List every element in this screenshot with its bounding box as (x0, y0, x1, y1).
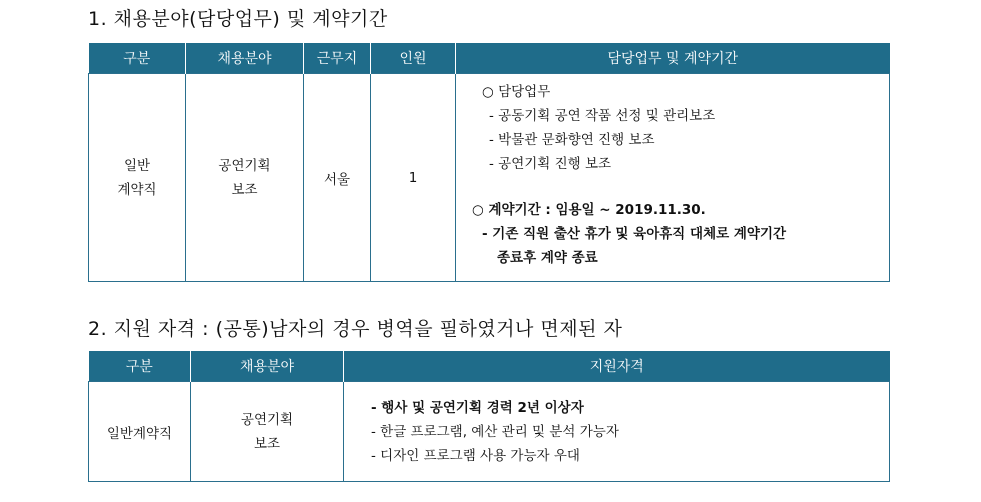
cell-field (186, 74, 304, 282)
table-row (89, 382, 890, 482)
header-type: 구분 (89, 351, 191, 382)
duties-title: ○ 담당업무 (482, 84, 551, 100)
duty-item: - 박물관 문화향연 진행 보조 (489, 132, 655, 148)
header-field: 채용분야 (186, 43, 304, 74)
period-note-line2: 종료후 계약 종료 (497, 250, 598, 266)
duty-item: - 공연기획 진행 보조 (489, 156, 612, 172)
header-location: 근무지 (304, 43, 371, 74)
recruitment-table (88, 43, 890, 282)
header-duties-period: 담당업무 및 계약기간 (456, 43, 890, 74)
header-count: 인원 (371, 43, 456, 74)
table-row (89, 74, 890, 282)
cell-qualifications (344, 382, 890, 482)
cell-duties-period (456, 74, 890, 282)
cell-type (89, 74, 186, 282)
field-line2: 보조 (253, 435, 281, 452)
field-line1: 공연기획 (218, 157, 271, 174)
cell-type: 일반계약직 (89, 382, 191, 482)
cell-field (191, 382, 344, 482)
cell-count: 1 (371, 74, 456, 282)
section1-heading: 1. 채용분야(담당업무) 및 계약기간 (88, 8, 388, 30)
duty-item: - 공동기획 공연 작품 선정 및 관리보조 (489, 108, 716, 124)
period-note-line1: - 기존 직원 출산 휴가 및 육아휴직 대체로 계약기간 (482, 226, 787, 242)
type-line1: 일반 (123, 157, 151, 174)
field-line1: 공연기획 (240, 411, 294, 428)
table-header-row (89, 351, 890, 382)
qual-item: - 디자인 프로그램 사용 가능자 우대 (371, 447, 580, 464)
cell-location: 서울 (304, 74, 371, 282)
field-line2: 보조 (231, 181, 258, 198)
section2-heading: 2. 지원 자격 : (공통)남자의 경우 병역을 필하였거나 면제된 자 (88, 318, 623, 340)
period-title: ○ 계약기간 : 임용일 ~ 2019.11.30. (472, 202, 706, 218)
qual-item: - 한글 프로그램, 예산 관리 및 분석 가능자 (371, 423, 619, 440)
qualification-table (88, 351, 890, 482)
table-header-row (89, 43, 890, 74)
header-type: 구분 (89, 43, 186, 74)
qual-item: - 행사 및 공연기획 경력 2년 이상자 (371, 399, 584, 416)
header-field: 채용분야 (191, 351, 344, 382)
header-qualifications: 지원자격 (344, 351, 890, 382)
type-line2: 계약직 (117, 181, 157, 198)
